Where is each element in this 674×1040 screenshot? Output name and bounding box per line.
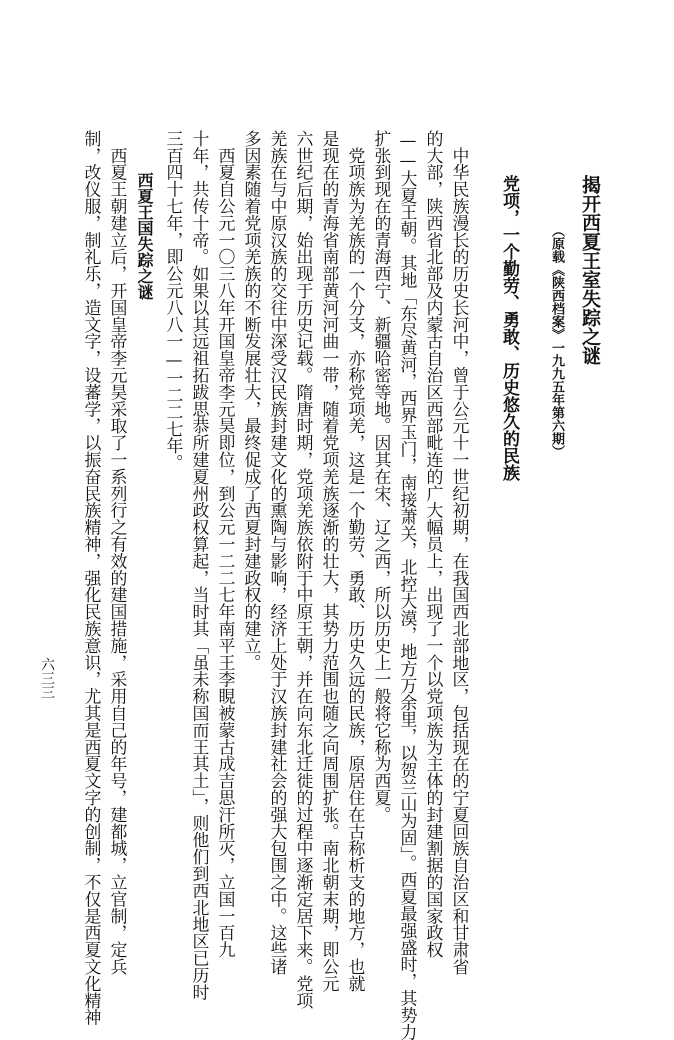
text-line: 制，改仪服，制礼乐，造文字，设蕃学，以振奋民族精神，强化民族意识，尤其是西夏文字的创制，不仅是西夏文化精神 [81,130,102,1026]
page-number: 六三三 [39,657,55,699]
article-subtitle: 党项，一个勤劳、勇敢、历史悠久的民族 [499,175,519,481]
source-note: （原载《陕西档案》一九九五年第六期） [549,224,564,458]
text-line: 西夏自公元一〇三八年开国皇帝李元昊即位，到公元一二二七年南平王李睍被蒙古成吉思汗所灭，立国一百九 [215,130,236,959]
text-line: 扩张到现在的青海西宁、新疆哈密等地。因其在宋、辽之西，所以历史上一般将它称为西夏。 [371,130,392,823]
text-line: 中华民族漫长的历史长河中，曾于公元十一世纪初期，在我国西北部地区，包括现在的宁夏回族自治区和甘肃省 [449,130,470,975]
text-line: 西夏王朝建立后，开国皇帝李元昊采取了一系列行之有效的建国措施，采用自己的年号，建都城，立官制，定兵 [107,130,128,975]
text-line: 是现在的青海省南部黄河河曲一带，随着党项羌族逐渐的壮大，其势力范围也随之向周围扩张。南北朝末期，即公元 [319,130,340,992]
text-line: 的大部，陕西省北部及内蒙古自治区西部毗连的广大幅员上，出现了一个以党项族为主体的封建割据的国家政权 [423,130,444,959]
text-line: 羌族在与中原汉族的交往中深受汉民族封建文化的熏陶与影响，经济上处于汉族封建社会的强大包围之中。这些诸 [267,130,288,975]
text-line: 六世纪后期，始出现于历史记载。隋唐时期，党项羌族依附于中原王朝，并在向东北迁徙的过程中逐渐定居下来。党项 [293,130,314,1009]
text-line: ——大夏王朝。其地「东尽黄河，西界玉门，南接萧关，北控大漠，地方万余里，以贺兰山为固」。西夏最强盛时，其势力 [397,130,418,1040]
text-line: 三百四十七年，即公元八八一—一二二七年。 [163,130,184,472]
section-title: 西夏王国失踪之谜 [135,172,154,300]
text-line: 党项族为羌族的一个分支，亦称党项羌，这是一个勤劳、勇敢、历史久远的民族，原居住在古称析支的地方，也就 [345,130,366,992]
text-line: 多因素随着党项羌族的不断发展壮大，最终促成了西夏封建政权的建立。 [241,130,262,671]
text-line: 十年，共传十帝。如果以其远祖拓跋思恭所建夏州政权算起，当时其「虽未称国而王其土」，则他们到西北地区已历时 [189,130,210,1001]
article-title: 揭开西夏王室失踪之谜 [579,175,601,365]
